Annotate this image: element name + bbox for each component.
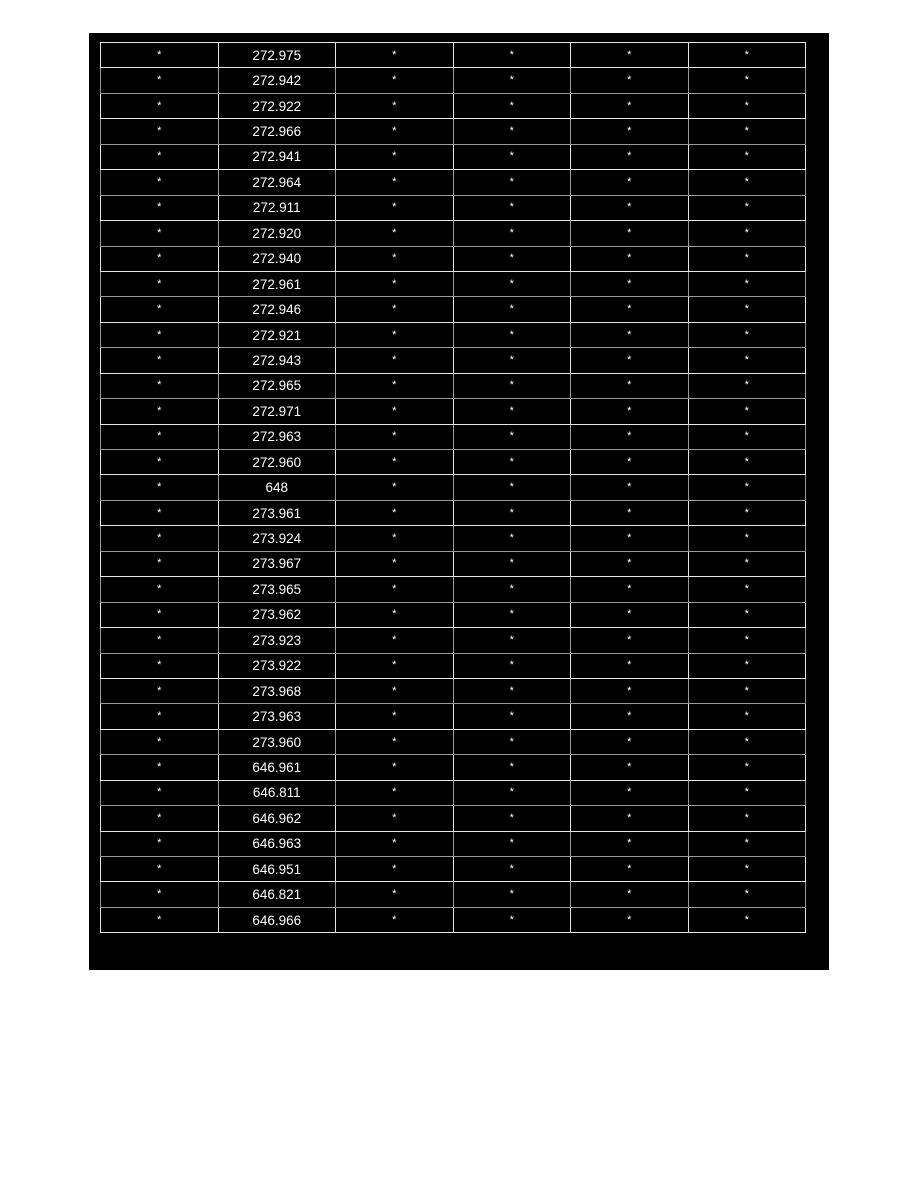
placeholder-cell: * [571, 526, 689, 551]
placeholder-cell: * [571, 602, 689, 627]
placeholder-cell: * [336, 500, 454, 525]
placeholder-cell: * [453, 221, 571, 246]
placeholder-cell: * [101, 704, 219, 729]
placeholder-cell: * [453, 678, 571, 703]
placeholder-cell: * [453, 602, 571, 627]
placeholder-cell: * [571, 806, 689, 831]
placeholder-cell: * [688, 755, 806, 780]
table-body [101, 43, 806, 933]
table-row [101, 678, 806, 703]
placeholder-cell: * [453, 170, 571, 195]
table-row [101, 297, 806, 322]
table-row [101, 221, 806, 246]
value-cell: 272.941 [218, 144, 336, 169]
placeholder-cell: * [453, 500, 571, 525]
placeholder-cell: * [336, 322, 454, 347]
table-row [101, 729, 806, 754]
table-row [101, 475, 806, 500]
placeholder-cell: * [571, 551, 689, 576]
placeholder-cell: * [336, 450, 454, 475]
placeholder-cell: * [101, 729, 219, 754]
placeholder-cell: * [336, 831, 454, 856]
placeholder-cell: * [688, 704, 806, 729]
table-row [101, 653, 806, 678]
table-row [101, 602, 806, 627]
table-row [101, 780, 806, 805]
placeholder-cell: * [571, 170, 689, 195]
placeholder-cell: * [688, 119, 806, 144]
placeholder-cell: * [101, 831, 219, 856]
placeholder-cell: * [571, 348, 689, 373]
placeholder-cell: * [688, 500, 806, 525]
placeholder-cell: * [336, 857, 454, 882]
placeholder-cell: * [453, 68, 571, 93]
value-cell: 273.961 [218, 500, 336, 525]
placeholder-cell: * [336, 144, 454, 169]
placeholder-cell: * [453, 780, 571, 805]
placeholder-cell: * [336, 297, 454, 322]
placeholder-cell: * [453, 729, 571, 754]
placeholder-cell: * [688, 271, 806, 296]
placeholder-cell: * [688, 348, 806, 373]
placeholder-cell: * [571, 577, 689, 602]
placeholder-cell: * [453, 857, 571, 882]
placeholder-cell: * [571, 43, 689, 68]
placeholder-cell: * [336, 119, 454, 144]
placeholder-cell: * [453, 43, 571, 68]
value-cell: 648 [218, 475, 336, 500]
placeholder-cell: * [336, 755, 454, 780]
placeholder-cell: * [453, 907, 571, 932]
table-row [101, 500, 806, 525]
placeholder-cell: * [688, 526, 806, 551]
placeholder-cell: * [101, 678, 219, 703]
placeholder-cell: * [336, 882, 454, 907]
table-row [101, 144, 806, 169]
placeholder-cell: * [571, 907, 689, 932]
placeholder-cell: * [688, 882, 806, 907]
table-row [101, 271, 806, 296]
value-cell: 273.967 [218, 551, 336, 576]
placeholder-cell: * [336, 246, 454, 271]
value-cell: 273.923 [218, 628, 336, 653]
placeholder-cell: * [101, 526, 219, 551]
placeholder-cell: * [336, 602, 454, 627]
value-cell: 272.942 [218, 68, 336, 93]
table-row [101, 755, 806, 780]
value-cell: 272.943 [218, 348, 336, 373]
placeholder-cell: * [101, 780, 219, 805]
placeholder-cell: * [688, 68, 806, 93]
placeholder-cell: * [571, 93, 689, 118]
placeholder-cell: * [101, 119, 219, 144]
placeholder-cell: * [571, 628, 689, 653]
value-cell: 272.922 [218, 93, 336, 118]
placeholder-cell: * [688, 322, 806, 347]
placeholder-cell: * [101, 907, 219, 932]
value-cell: 273.924 [218, 526, 336, 551]
value-cell: 273.960 [218, 729, 336, 754]
value-cell: 272.960 [218, 450, 336, 475]
placeholder-cell: * [336, 678, 454, 703]
document-panel [89, 33, 829, 970]
value-cell: 646.811 [218, 780, 336, 805]
placeholder-cell: * [101, 348, 219, 373]
placeholder-cell: * [688, 424, 806, 449]
placeholder-cell: * [571, 653, 689, 678]
table-row [101, 68, 806, 93]
placeholder-cell: * [571, 246, 689, 271]
placeholder-cell: * [453, 424, 571, 449]
placeholder-cell: * [571, 831, 689, 856]
value-cell: 273.922 [218, 653, 336, 678]
placeholder-cell: * [101, 170, 219, 195]
placeholder-cell: * [101, 577, 219, 602]
value-cell: 273.968 [218, 678, 336, 703]
placeholder-cell: * [453, 831, 571, 856]
placeholder-cell: * [571, 399, 689, 424]
placeholder-cell: * [688, 628, 806, 653]
placeholder-cell: * [336, 373, 454, 398]
placeholder-cell: * [571, 221, 689, 246]
value-cell: 272.946 [218, 297, 336, 322]
table-row [101, 806, 806, 831]
table-row [101, 857, 806, 882]
value-cell: 272.940 [218, 246, 336, 271]
placeholder-cell: * [101, 806, 219, 831]
placeholder-cell: * [453, 297, 571, 322]
placeholder-cell: * [571, 780, 689, 805]
placeholder-cell: * [336, 170, 454, 195]
placeholder-cell: * [688, 857, 806, 882]
placeholder-cell: * [101, 882, 219, 907]
placeholder-cell: * [336, 806, 454, 831]
placeholder-cell: * [453, 806, 571, 831]
table-row [101, 170, 806, 195]
placeholder-cell: * [101, 755, 219, 780]
placeholder-cell: * [571, 373, 689, 398]
placeholder-cell: * [688, 297, 806, 322]
placeholder-cell: * [571, 322, 689, 347]
placeholder-cell: * [688, 373, 806, 398]
placeholder-cell: * [336, 348, 454, 373]
placeholder-cell: * [453, 475, 571, 500]
value-cell: 646.966 [218, 907, 336, 932]
placeholder-cell: * [453, 551, 571, 576]
placeholder-cell: * [571, 475, 689, 500]
placeholder-cell: * [336, 628, 454, 653]
value-cell: 272.975 [218, 43, 336, 68]
table-row [101, 907, 806, 932]
placeholder-cell: * [453, 450, 571, 475]
placeholder-cell: * [688, 729, 806, 754]
table-row [101, 43, 806, 68]
value-cell: 272.911 [218, 195, 336, 220]
table-row [101, 704, 806, 729]
placeholder-cell: * [101, 322, 219, 347]
placeholder-cell: * [571, 195, 689, 220]
placeholder-cell: * [101, 424, 219, 449]
value-cell: 646.951 [218, 857, 336, 882]
placeholder-cell: * [688, 93, 806, 118]
placeholder-cell: * [688, 144, 806, 169]
placeholder-cell: * [453, 195, 571, 220]
table-row [101, 348, 806, 373]
placeholder-cell: * [101, 43, 219, 68]
placeholder-cell: * [101, 399, 219, 424]
placeholder-cell: * [101, 500, 219, 525]
placeholder-cell: * [688, 653, 806, 678]
placeholder-cell: * [101, 628, 219, 653]
placeholder-cell: * [688, 602, 806, 627]
placeholder-cell: * [688, 577, 806, 602]
placeholder-cell: * [571, 271, 689, 296]
placeholder-cell: * [101, 857, 219, 882]
placeholder-cell: * [101, 246, 219, 271]
placeholder-cell: * [688, 475, 806, 500]
placeholder-cell: * [571, 678, 689, 703]
placeholder-cell: * [688, 246, 806, 271]
placeholder-cell: * [101, 653, 219, 678]
placeholder-cell: * [571, 755, 689, 780]
table-row [101, 195, 806, 220]
placeholder-cell: * [571, 450, 689, 475]
placeholder-cell: * [101, 475, 219, 500]
placeholder-cell: * [101, 551, 219, 576]
placeholder-cell: * [101, 450, 219, 475]
placeholder-cell: * [571, 882, 689, 907]
value-cell: 272.965 [218, 373, 336, 398]
placeholder-cell: * [453, 882, 571, 907]
table-row [101, 882, 806, 907]
placeholder-cell: * [453, 399, 571, 424]
placeholder-cell: * [571, 119, 689, 144]
placeholder-cell: * [688, 170, 806, 195]
placeholder-cell: * [688, 221, 806, 246]
value-cell: 272.964 [218, 170, 336, 195]
placeholder-cell: * [101, 297, 219, 322]
placeholder-cell: * [688, 831, 806, 856]
value-cell: 272.920 [218, 221, 336, 246]
placeholder-cell: * [688, 43, 806, 68]
placeholder-cell: * [336, 399, 454, 424]
placeholder-cell: * [336, 271, 454, 296]
placeholder-cell: * [336, 729, 454, 754]
placeholder-cell: * [453, 322, 571, 347]
placeholder-cell: * [101, 144, 219, 169]
placeholder-cell: * [571, 424, 689, 449]
placeholder-cell: * [453, 526, 571, 551]
placeholder-cell: * [688, 806, 806, 831]
placeholder-cell: * [571, 144, 689, 169]
table-row [101, 577, 806, 602]
placeholder-cell: * [336, 43, 454, 68]
placeholder-cell: * [688, 450, 806, 475]
placeholder-cell: * [453, 755, 571, 780]
placeholder-cell: * [101, 93, 219, 118]
placeholder-cell: * [336, 551, 454, 576]
value-cell: 646.963 [218, 831, 336, 856]
table-row [101, 628, 806, 653]
data-table [100, 42, 806, 933]
placeholder-cell: * [336, 907, 454, 932]
table-row [101, 450, 806, 475]
value-cell: 272.971 [218, 399, 336, 424]
placeholder-cell: * [571, 729, 689, 754]
table-row [101, 399, 806, 424]
placeholder-cell: * [336, 68, 454, 93]
placeholder-cell: * [453, 348, 571, 373]
placeholder-cell: * [688, 399, 806, 424]
placeholder-cell: * [453, 577, 571, 602]
table-row [101, 246, 806, 271]
value-cell: 272.963 [218, 424, 336, 449]
value-cell: 646.962 [218, 806, 336, 831]
table-row [101, 526, 806, 551]
placeholder-cell: * [453, 628, 571, 653]
placeholder-cell: * [336, 577, 454, 602]
value-cell: 646.821 [218, 882, 336, 907]
placeholder-cell: * [571, 704, 689, 729]
placeholder-cell: * [101, 68, 219, 93]
placeholder-cell: * [453, 93, 571, 118]
placeholder-cell: * [571, 297, 689, 322]
value-cell: 273.965 [218, 577, 336, 602]
placeholder-cell: * [101, 271, 219, 296]
placeholder-cell: * [336, 93, 454, 118]
placeholder-cell: * [453, 144, 571, 169]
placeholder-cell: * [101, 373, 219, 398]
placeholder-cell: * [101, 195, 219, 220]
placeholder-cell: * [336, 780, 454, 805]
placeholder-cell: * [571, 500, 689, 525]
placeholder-cell: * [688, 678, 806, 703]
placeholder-cell: * [571, 68, 689, 93]
placeholder-cell: * [453, 246, 571, 271]
table-row [101, 119, 806, 144]
placeholder-cell: * [336, 424, 454, 449]
value-cell: 273.962 [218, 602, 336, 627]
table-row [101, 93, 806, 118]
value-cell: 272.921 [218, 322, 336, 347]
table-row [101, 831, 806, 856]
placeholder-cell: * [688, 780, 806, 805]
table-row [101, 322, 806, 347]
placeholder-cell: * [336, 653, 454, 678]
table-row [101, 373, 806, 398]
table-row [101, 424, 806, 449]
value-cell: 646.961 [218, 755, 336, 780]
placeholder-cell: * [453, 653, 571, 678]
placeholder-cell: * [453, 271, 571, 296]
table-row [101, 551, 806, 576]
placeholder-cell: * [336, 526, 454, 551]
placeholder-cell: * [336, 475, 454, 500]
placeholder-cell: * [453, 373, 571, 398]
placeholder-cell: * [101, 221, 219, 246]
placeholder-cell: * [101, 602, 219, 627]
placeholder-cell: * [453, 704, 571, 729]
placeholder-cell: * [688, 195, 806, 220]
value-cell: 273.963 [218, 704, 336, 729]
placeholder-cell: * [336, 221, 454, 246]
placeholder-cell: * [336, 195, 454, 220]
value-cell: 272.961 [218, 271, 336, 296]
placeholder-cell: * [688, 907, 806, 932]
value-cell: 272.966 [218, 119, 336, 144]
placeholder-cell: * [336, 704, 454, 729]
placeholder-cell: * [571, 857, 689, 882]
placeholder-cell: * [453, 119, 571, 144]
placeholder-cell: * [688, 551, 806, 576]
